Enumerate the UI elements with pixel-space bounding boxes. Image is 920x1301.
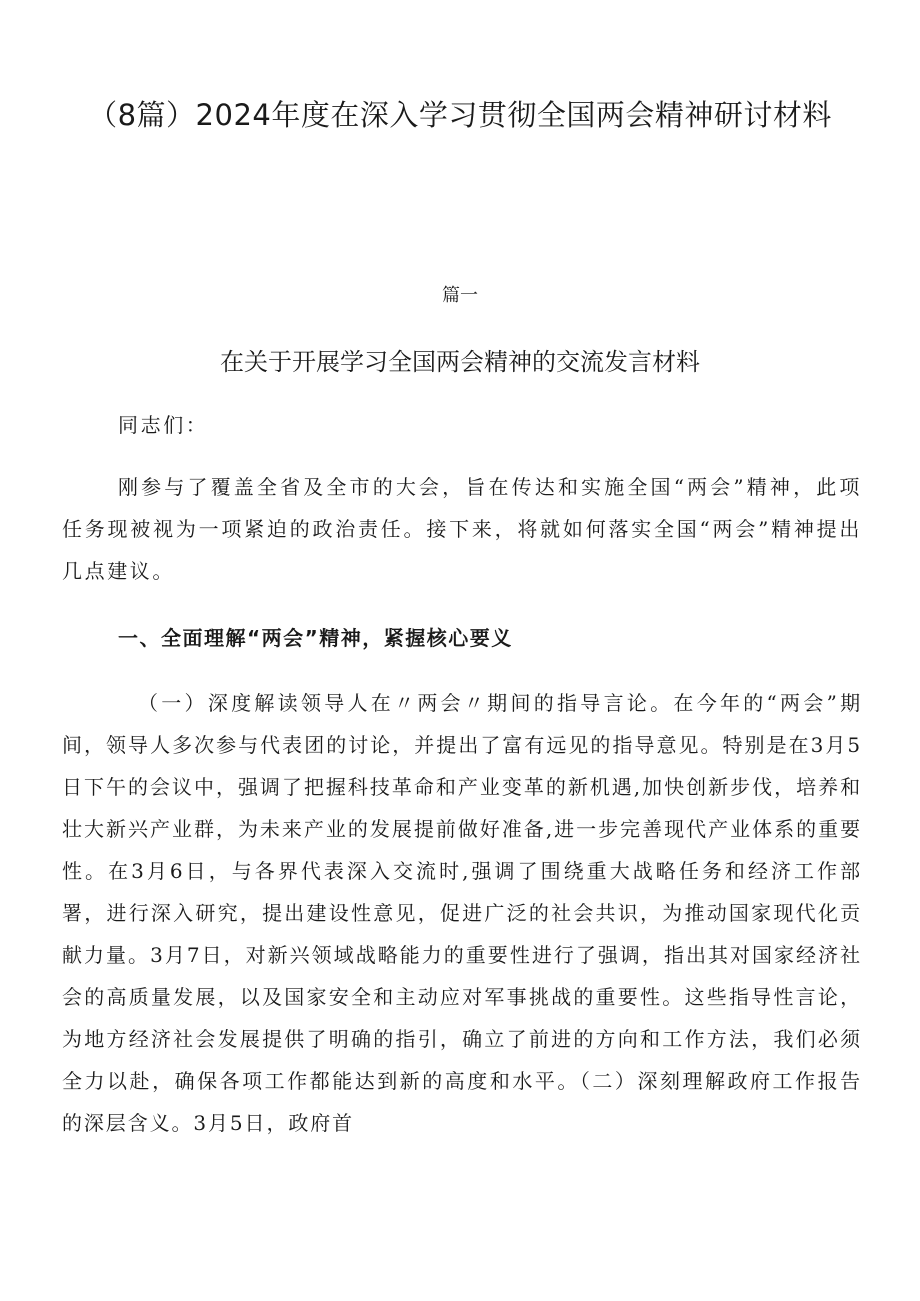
section-heading-1: 一、全面理解“两会”精神，紧握核心要义 [118,626,513,650]
paragraph-intro: 刚参与了覆盖全省及全市的大会，旨在传达和实施全国“两会”精神，此项任务现被视为一项紧迫的政治责任。接下来，将就如何落实全国“两会”精神提出几点建议。 [62,475,862,583]
document-title: （8篇）2024年度在深入学习贯彻全国两会精神研讨材料 [88,98,832,132]
speech-title: 在关于开展学习全国两会精神的交流发言材料 [220,348,700,376]
section-label: 篇一 [442,285,478,306]
greeting: 同志们： [118,413,209,437]
paragraph-body: （一）深度解读领导人在〃两会〃期间的指导言论。在今年的“两会”期间，领导人多次参与代表团的讨论，并提出了富有远见的指导意见。特别是在3月5日下午的会议中，强调了把握科技革命和产业变革的新机遇,加快创新步伐，培养和壮大新兴产业群，为未来产业的发展提前做好准备,进一步完善现代产业体系的重要性。在3月6日，与各界代表深入交流时,强调了围绕重大战略任务和经济工作部署，进行深入研究，提出建设性意见，促进广泛的社会共识，为推动国家现代化贡献力量。3月7日，对新兴领域战略能力的重要性进行了强调，指出其对国家经济社会的高质量发展，以及国家安全和主动应对军事挑战的重要性。这些指导性言论，为地方经济社会发展提供了明确的指引，确立了前进的方向和工作方法，我们必须全力以赴，确保各项工作都能达到新的高度和水平。（二）深刻理解政府工作报告的深层含义。3月5日，政府首 [62,691,862,1135]
